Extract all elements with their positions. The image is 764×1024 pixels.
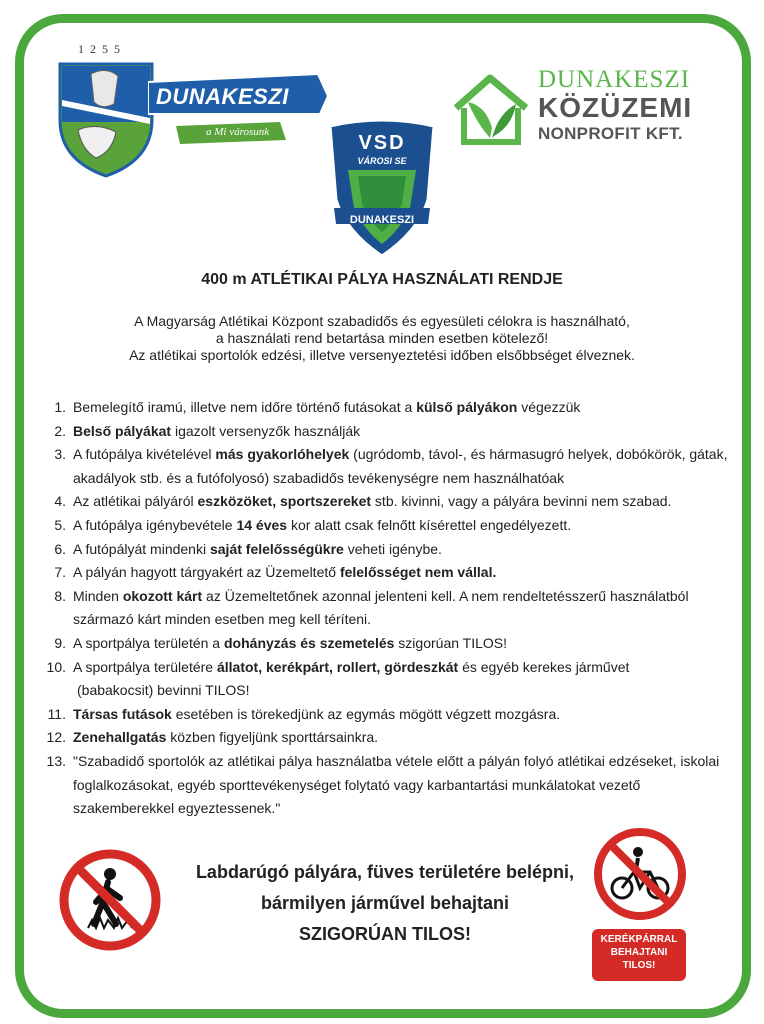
rule-item	[36, 514, 736, 538]
rule-number: 12.	[46, 729, 66, 746]
rule-text: "Szabadidő sportolók az atlétikai pálya használatba vétele előtt a pályán folyó atlétikai edzéseket, iskolai foglalkozásokat, egyéb sporttevékenységet folytató vagy karbantartási munkálatokat vezető szakemberekkel egyeztessenek."	[73, 752, 720, 817]
bike-label-line: BEHAJTANI	[610, 947, 668, 958]
rule-item	[36, 750, 736, 821]
rule-item	[36, 561, 736, 585]
rule-text: az Üzemeltetőnek azonnal jelenteni kell. A nem rendeltetésszerű használatból származó kárt minden esetben meg kell téríteni.	[73, 587, 689, 628]
rule-text: szigorúan TILOS!	[394, 634, 507, 651]
bottom-warning	[170, 857, 600, 950]
warning-line: bármilyen járművel behajtani	[260, 893, 510, 913]
shield-icon	[56, 60, 156, 178]
rule-emphasis: Zenehallgatás	[73, 729, 167, 746]
rule-number: 7.	[54, 564, 66, 581]
rule-text: A futópálya kivételével	[73, 446, 216, 463]
kozuzemi-line3: NONPROFIT KFT.	[538, 124, 683, 143]
kozuzemi-line1: DUNAKESZI	[538, 66, 691, 93]
rule-text: A futópálya igénybevétele	[73, 516, 237, 533]
rule-text: A sportpálya területére	[73, 658, 217, 675]
rule-text: stb. kivinni, vagy a pályára bevinni nem szabad.	[371, 493, 672, 510]
no-walking-on-grass-icon	[58, 848, 162, 952]
rule-text: esetében is törekedjünk az egymás mögött végzett mozgásra.	[171, 705, 561, 722]
rules-list	[36, 396, 736, 821]
bike-label-line: KERÉKPÁRRAL	[600, 934, 678, 945]
crest-year: 1255	[78, 42, 126, 56]
rule-item	[36, 396, 736, 420]
rule-emphasis: dohányzás és szemetelés	[224, 634, 395, 651]
rule-text: A pályán hagyott tárgyakért az Üzemeltető	[73, 564, 340, 581]
kozuzemi-logo	[446, 62, 726, 152]
page-title: 400 m ATLÉTIKAI PÁLYA HASZNÁLATI RENDJE	[201, 271, 563, 288]
rule-text: igazolt versenyzők használják	[171, 422, 361, 439]
rule-text: végezzük	[517, 399, 581, 415]
crest-name: DUNAKESZI	[156, 84, 289, 109]
bike-label-line: TILOS!	[622, 960, 656, 971]
rule-emphasis: állatot, kerékpárt, rollert, gördeszkát	[216, 658, 459, 675]
house-leaf-logo-icon	[446, 62, 534, 150]
rule-emphasis: eszközöket, sportszereket	[197, 493, 372, 510]
intro-line: a használati rend betartása minden esetben kötelező!	[215, 330, 549, 346]
rule-text: Bemelegítő iramú, illetve nem időre történő futásokat a	[73, 399, 417, 415]
rule-item	[36, 656, 736, 703]
warning-line: Labdarúgó pályára, füves területére belépni,	[195, 862, 575, 882]
rule-emphasis: okozott kárt	[122, 587, 203, 604]
rule-continuation: (babakocsit) bevinni TILOS!	[77, 682, 250, 699]
intro-line: Az atlétikai sportolók edzési, illetve versenyeztetési időben elsőbbséget élveznek.	[129, 347, 635, 363]
rule-emphasis: Belső pályákat	[73, 422, 172, 439]
rule-text: és egyéb kerekes járművet	[458, 658, 630, 675]
rule-number: 13.	[46, 752, 66, 769]
rule-emphasis: felelősséget nem vállal.	[339, 564, 497, 581]
rule-text: A futópályát mindenki	[73, 540, 210, 557]
vsd-sub: VÁROSI SE	[357, 156, 407, 166]
rule-emphasis: 14 éves	[236, 516, 288, 533]
warning-line: SZIGORÚAN TILOS!	[299, 924, 471, 944]
rule-item	[36, 490, 736, 514]
rule-text: A sportpálya területén a	[73, 634, 224, 651]
rule-item	[36, 420, 736, 444]
rule-item	[36, 443, 736, 490]
rule-emphasis: külső pályákon	[416, 399, 518, 415]
rule-text: Az atlétikai pályáról	[73, 493, 198, 510]
rule-number: 9.	[54, 634, 66, 651]
rule-number: 2.	[54, 422, 66, 439]
rule-number: 8.	[54, 587, 66, 604]
rule-number: 4.	[54, 493, 66, 510]
rule-number: 10.	[46, 658, 66, 675]
rule-item	[36, 538, 736, 562]
vsd-abbr: VSD	[358, 132, 406, 154]
rule-emphasis: saját felelősségükre	[209, 540, 344, 557]
rule-item	[36, 703, 736, 727]
rule-number: 6.	[54, 540, 66, 557]
rule-emphasis: más gyakorlóhelyek	[215, 446, 350, 463]
dunakeszi-crest-logo	[56, 40, 326, 180]
rule-item	[36, 726, 736, 750]
rule-number: 5.	[54, 516, 66, 533]
rule-text: Minden	[73, 587, 123, 604]
rule-number: 11.	[47, 705, 66, 722]
intro-text	[0, 313, 764, 364]
rule-text: (ugródomb, távol-, és hármasugró helyek, dobókörök, gátak, akadályok stb. és a futófolyosó) szabadidős tevékenységre nem használhatóak	[73, 446, 728, 486]
rule-number: 3.	[54, 446, 66, 463]
intro-line: A Magyarság Atlétikai Központ szabadidős és egyesületi célokra is használható,	[134, 313, 630, 329]
rule-text: kor alatt csak felnőtt kísérettel engedélyezett.	[287, 516, 572, 533]
rule-number: 1.	[54, 399, 66, 415]
vsd-badge-logo	[324, 120, 440, 260]
rule-item	[36, 585, 736, 632]
kozuzemi-line2: KÖZÜZEMI	[538, 92, 693, 123]
crest-motto: a Mi városunk	[206, 126, 270, 138]
rule-text: közben figyeljünk sporttársainkra.	[166, 729, 379, 746]
rule-item	[36, 632, 736, 656]
rule-emphasis: Társas futások	[73, 705, 172, 722]
no-bicycle-icon	[592, 826, 688, 922]
rule-text: veheti igénybe.	[343, 540, 442, 557]
bike-prohibition-label	[592, 929, 686, 981]
vsd-name: DUNAKESZI	[349, 214, 415, 226]
